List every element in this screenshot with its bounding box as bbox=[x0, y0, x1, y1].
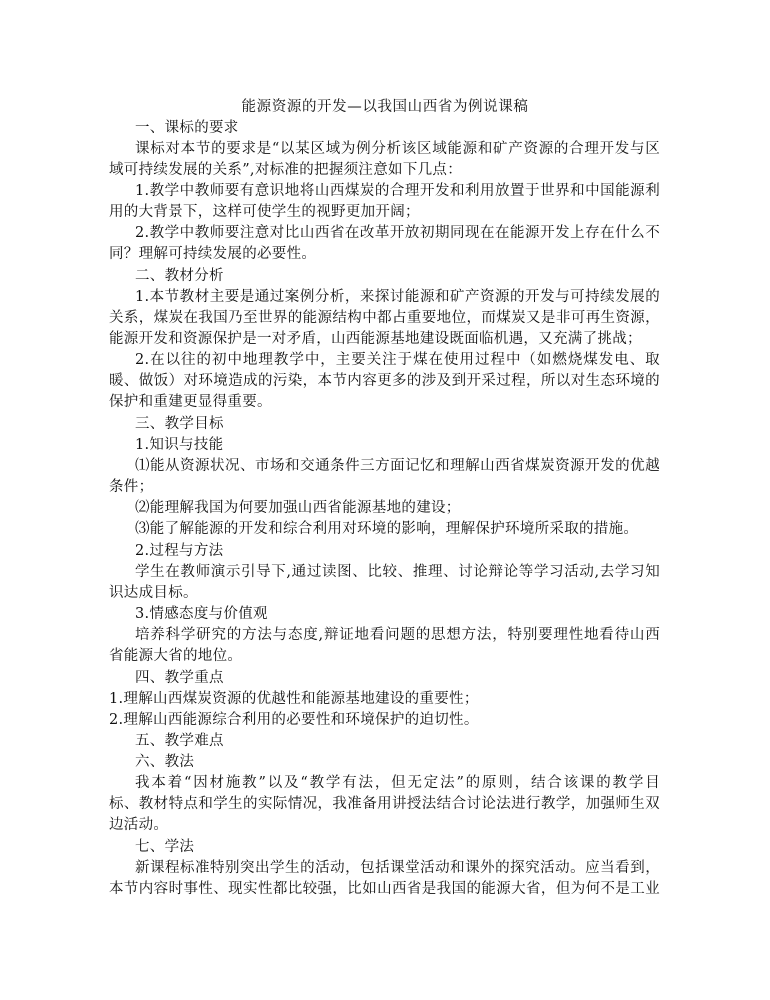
paragraph-line: 边活动。 bbox=[109, 817, 169, 833]
subheading: 2.过程与方法 bbox=[135, 543, 224, 559]
heading-5: 五、教学难点 bbox=[135, 733, 224, 749]
paragraph-line: 识达成目标。 bbox=[109, 585, 198, 601]
paragraph-line: 新课程标准特别突出学生的活动，包括课堂活动和课外的探究活动。应当看到， bbox=[135, 860, 660, 876]
subheading: 1.知识与技能 bbox=[135, 437, 224, 453]
paragraph-line: 保护和重建更显得重要。 bbox=[109, 394, 272, 410]
heading-4: 四、教学重点 bbox=[135, 670, 224, 686]
paragraph-line: 关系，煤炭在我国乃至世界的能源结构中都占重要地位，而煤炭又是非可再生资源， bbox=[109, 310, 660, 326]
paragraph-line: 条件； bbox=[109, 479, 154, 495]
heading-2: 二、教材分析 bbox=[135, 268, 224, 284]
paragraph-line: 2.理解山西能源综合利用的必要性和环境保护的迫切性。 bbox=[109, 712, 479, 728]
paragraph-line: 1.教学中教师要有意识地将山西煤炭的合理开发和利用放置于世界和中国能源利 bbox=[135, 183, 660, 199]
paragraph-line: ⑶能了解能源的开发和综合利用对环境的影响，理解保护环境所采取的措施。 bbox=[135, 521, 639, 537]
paragraph-line: 本节内容时事性、现实性都比较强，比如山西省是我国的能源大省，但为何不是工业 bbox=[109, 881, 660, 897]
paragraph-line: 2.在以往的初中地理教学中，主要关注于煤在使用过程中（如燃烧煤发电、取 bbox=[135, 352, 660, 368]
paragraph-line: 省能源大省的地位。 bbox=[109, 648, 243, 664]
paragraph-line: 我本着“因材施教”以及“教学有法，但无定法”的原则，结合该课的教学目 bbox=[135, 775, 660, 791]
paragraph-line: 域可持续发展的关系”,对标准的把握须注意如下几点： bbox=[109, 162, 463, 178]
paragraph-line: 标、教材特点和学生的实际情况，我准备用讲授法结合讨论法进行教学，加强师生双 bbox=[109, 796, 660, 812]
heading-6: 六、教法 bbox=[135, 754, 195, 770]
paragraph-line: 1.本节教材主要是通过案例分析，来探讨能源和矿产资源的开发与可持续发展的 bbox=[135, 289, 660, 305]
paragraph-line: 能源开发和资源保护是一对矛盾，山西能源基地建设既面临机遇，又充满了挑战； bbox=[109, 331, 642, 347]
paragraph-line: 用的大背景下，这样可使学生的视野更加开阔； bbox=[109, 204, 420, 220]
paragraph-line: 培养科学研究的方法与态度,辩证地看问题的思想方法，特别要理性地看待山西 bbox=[135, 627, 660, 643]
paragraph-line: 同？理解可持续发展的必要性。 bbox=[109, 246, 317, 262]
heading-3: 三、教学目标 bbox=[135, 416, 224, 432]
paragraph-line: 2.教学中教师要注意对比山西省在改革开放初期同现在在能源开发上存在什么不 bbox=[135, 225, 660, 241]
heading-1: 一、课标的要求 bbox=[135, 120, 239, 136]
paragraph-line: 1.理解山西煤炭资源的优越性和能源基地建设的重要性； bbox=[109, 691, 479, 707]
paragraph-line: 暖、做饭）对环境造成的污染，本节内容更多的涉及到开采过程，所以对生态环境的 bbox=[109, 373, 660, 389]
document-title: 能源资源的开发—以我国山西省为例说课稿 bbox=[241, 99, 529, 115]
heading-7: 七、学法 bbox=[135, 839, 195, 855]
paragraph-line: ⑴能从资源状况、市场和交通条件三方面记忆和理解山西省煤炭资源开发的优越 bbox=[135, 458, 660, 474]
paragraph-line: ⑵能理解我国为何要加强山西省能源基地的建设； bbox=[135, 500, 461, 516]
paragraph-line: 课标对本节的要求是“以某区域为例分析该区域能源和矿产资源的合理开发与区 bbox=[135, 141, 660, 157]
paragraph-line: 学生在教师演示引导下,通过读图、比较、推理、讨论辩论等学习活动,去学习知 bbox=[135, 564, 660, 580]
subheading: 3.情感态度与价值观 bbox=[135, 606, 268, 622]
